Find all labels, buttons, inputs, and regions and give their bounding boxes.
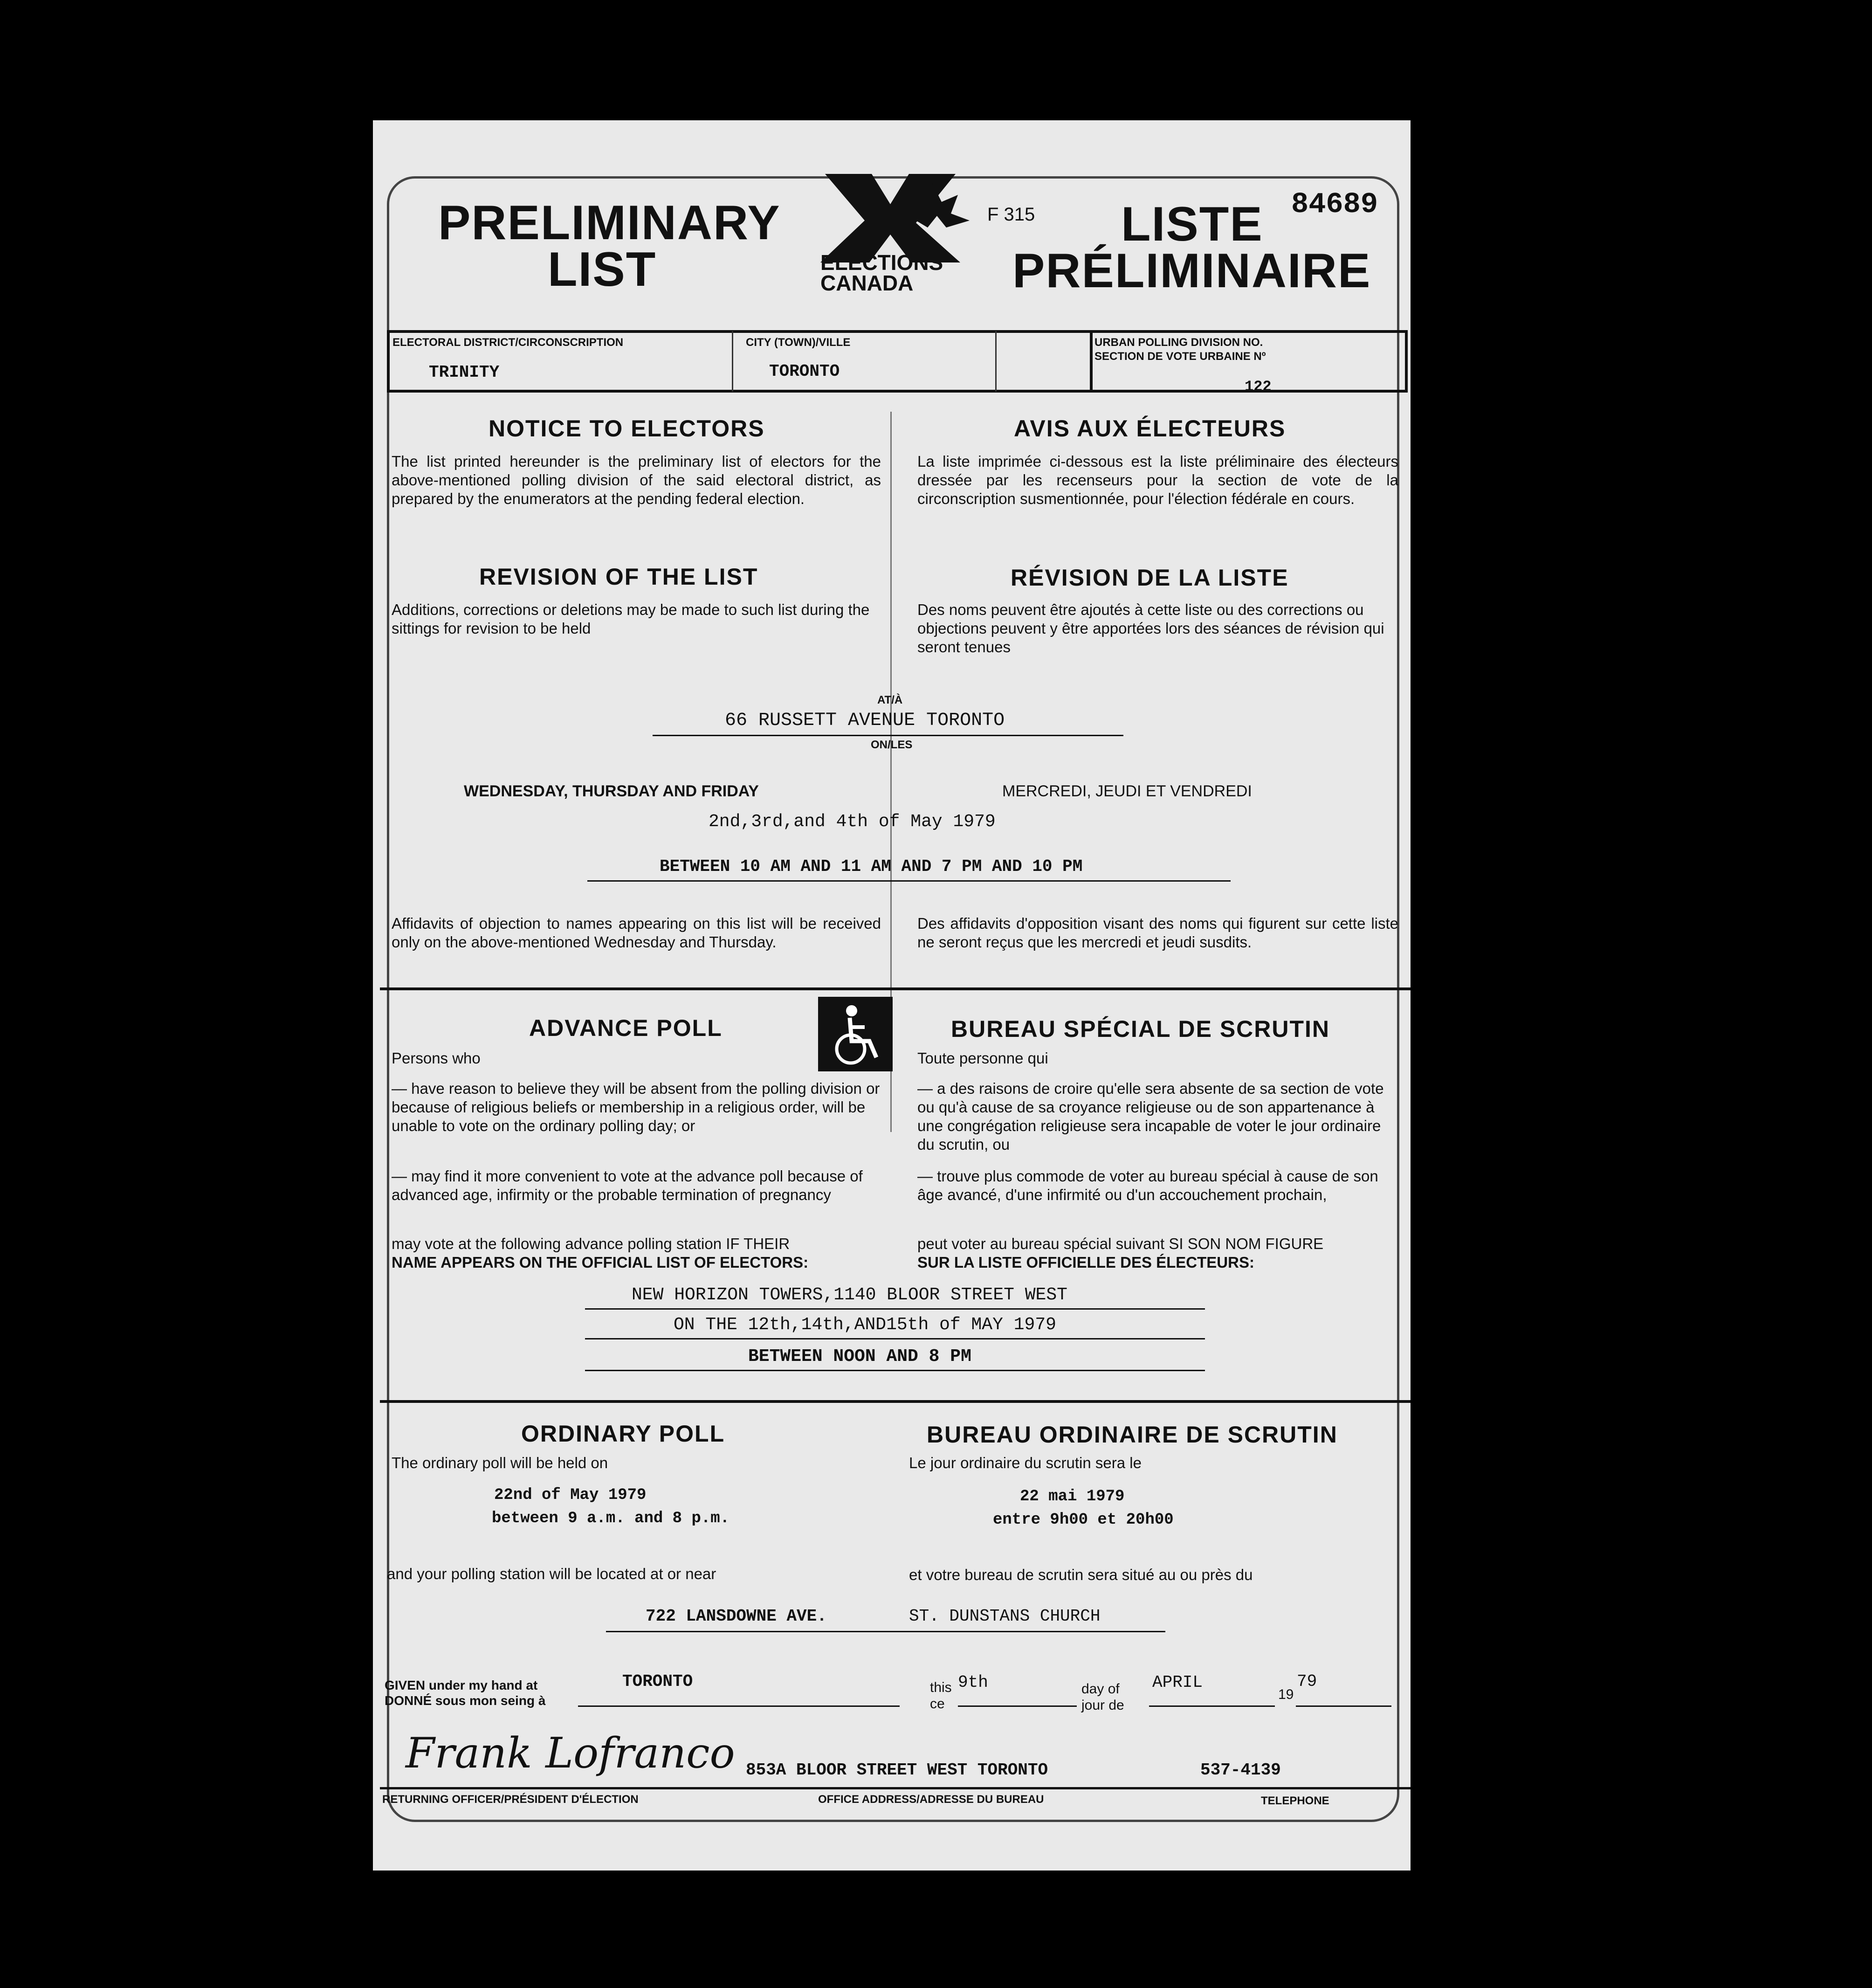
- title-fr-line1: LISTE: [1121, 197, 1263, 251]
- ordinary-located-fr: et votre bureau de scrutin sera situé au ou près du: [909, 1566, 1253, 1583]
- district-label: ELECTORAL DISTRICT/CIRCONSCRIPTION: [392, 336, 624, 349]
- given-place-line: [578, 1705, 900, 1707]
- may-vote-en-line1: may vote at the following advance polling station IF THEIR: [392, 1235, 790, 1252]
- given-day: 9th: [958, 1673, 988, 1692]
- given-month: APRIL: [1152, 1673, 1203, 1692]
- days-en: WEDNESDAY, THURSDAY AND FRIDAY: [464, 782, 759, 800]
- office-address-label: OFFICE ADDRESS/ADRESSE DU BUREAU: [818, 1793, 1044, 1806]
- advance-dates-line: [585, 1338, 1205, 1339]
- advance-bullet1-en: — have reason to believe they will be absent from the polling division or because of religious beliefs or membership in a religious order, will be unable to vote on the ordinary polling day; or: [392, 1080, 880, 1134]
- ordinary-date-fr: 22 mai 1979: [1020, 1488, 1125, 1505]
- given-label-fr: DONNÉ sous mon seing à: [385, 1693, 546, 1708]
- notice-heading-en: NOTICE TO ELECTORS: [489, 415, 765, 442]
- advance-bullet2-fr: — trouve plus commode de voter au bureau spécial à cause de son âge avancé, d'une infirmité ou d'un accouchement prochain,: [917, 1167, 1378, 1203]
- ordinary-heading-en: ORDINARY POLL: [521, 1421, 725, 1447]
- ordinary-hours-en: between 9 a.m. and 8 p.m.: [492, 1510, 730, 1527]
- document-sheet: [373, 120, 1411, 1871]
- advance-heading-en: ADVANCE POLL: [529, 1015, 723, 1041]
- advance-dates: ON THE 12th,14th,AND15th of MAY 1979: [674, 1315, 1056, 1335]
- signature-line: [380, 1787, 1411, 1789]
- logo-text-line2: CANADA: [820, 271, 914, 295]
- logo-text-line1: ELECTIONS: [820, 250, 943, 275]
- ordinary-hours-fr: entre 9h00 et 20h00: [993, 1511, 1174, 1529]
- given-label-en: GIVEN under my hand at: [385, 1678, 538, 1692]
- revision-text-en: Additions, corrections or deletions may be made to such list during the sittings for revision to be held: [392, 601, 870, 637]
- given-place: TORONTO: [622, 1672, 693, 1691]
- ordinary-held-en: The ordinary poll will be held on: [392, 1454, 608, 1471]
- returning-officer-signature: Frank Lofranco: [406, 1729, 735, 1778]
- city-label: CITY (TOWN)/VILLE: [746, 336, 851, 349]
- section-divider-advance: [380, 987, 1411, 990]
- polling-station-name: ST. DUNSTANS CHURCH: [909, 1607, 1101, 1626]
- title-en-line2: LIST: [548, 242, 657, 297]
- revision-location: 66 RUSSETT AVENUE TORONTO: [725, 710, 1005, 731]
- ordinary-held-fr: Le jour ordinaire du scrutin sera le: [909, 1454, 1142, 1471]
- advance-heading-fr: BUREAU SPÉCIAL DE SCRUTIN: [951, 1016, 1330, 1042]
- this-label-fr: ce: [930, 1696, 945, 1712]
- polling-station-line: [606, 1631, 1165, 1632]
- on-label: ON/LES: [871, 739, 913, 751]
- revision-hours: BETWEEN 10 AM AND 11 AM AND 7 PM AND 10 PM: [660, 857, 1083, 876]
- given-month-line: [1149, 1705, 1275, 1707]
- officer-label: RETURNING OFFICER/PRÉSIDENT D'ÉLECTION: [382, 1793, 639, 1806]
- district-value: TRINITY: [429, 363, 500, 382]
- given-day-line: [958, 1705, 1077, 1707]
- division-label-line1: URBAN POLLING DIVISION NO.: [1094, 336, 1263, 349]
- notice-heading-fr: AVIS AUX ÉLECTEURS: [1014, 415, 1286, 442]
- advance-hours-line: [585, 1370, 1205, 1371]
- notice-text-fr: La liste imprimée ci-dessous est la liste préliminaire des électeurs dressée par les recenseurs pour la section de vote de la circonscription susmentionnée, pour l'élection fédérale en cours.: [917, 453, 1398, 507]
- division-label-line2: SECTION DE VOTE URBAINE Nº: [1094, 350, 1266, 363]
- division-value: 122: [1245, 378, 1272, 395]
- title-en-line1: PRELIMINARY: [438, 196, 781, 250]
- affidavit-fr: Des affidavits d'opposition visant des noms qui figurent sur cette liste ne seront reçus que les mercredi et jeudi susdits.: [917, 915, 1398, 951]
- polling-station-address: 722 LANSDOWNE AVE.: [646, 1607, 827, 1626]
- city-value: TORONTO: [769, 362, 840, 381]
- revision-heading-fr: RÉVISION DE LA LISTE: [1011, 565, 1289, 591]
- ordinary-date-en: 22nd of May 1979: [494, 1486, 647, 1504]
- ordinary-located-en: and your polling station will be located at or near: [387, 1565, 716, 1582]
- at-label: AT/À: [877, 694, 903, 706]
- day-of-label-en: day of: [1081, 1681, 1120, 1697]
- may-vote-fr-line2: SUR LA LISTE OFFICIELLE DES ÉLECTEURS:: [917, 1254, 1254, 1271]
- serial-number: 84689: [1291, 188, 1378, 221]
- district-divider-3: [1090, 331, 1093, 392]
- affidavit-en: Affidavits of objection to names appearing on this list will be received only on the above-mentioned Wednesday and Thursday.: [392, 915, 881, 951]
- revision-hours-line: [587, 880, 1231, 882]
- advance-location: NEW HORIZON TOWERS,1140 BLOOR STREET WEST: [632, 1285, 1067, 1305]
- advance-location-line: [585, 1308, 1205, 1310]
- office-address: 853A BLOOR STREET WEST TORONTO: [746, 1760, 1048, 1780]
- revision-location-line: [653, 735, 1123, 736]
- revision-heading-en: REVISION OF THE LIST: [479, 564, 758, 590]
- advance-bullet1-fr: — a des raisons de croire qu'elle sera absente de sa section de vote ou qu'à cause de sa croyance religieuse ou de son appartenance à une congrégation religieuse sera incapable de voter le jour ordinaire du scrutin, ou: [917, 1080, 1384, 1153]
- days-fr: MERCREDI, JEUDI ET VENDREDI: [1002, 782, 1252, 800]
- form-number: F 315: [987, 204, 1035, 225]
- advance-hours: BETWEEN NOON AND 8 PM: [748, 1346, 971, 1367]
- year-prefix: 19: [1278, 1687, 1294, 1702]
- revision-text-fr: Des noms peuvent être ajoutés à cette liste ou des corrections ou objections peuvent y être apportées lors des séances de révision qui seront tenues: [917, 601, 1384, 656]
- district-divider-2: [995, 331, 997, 392]
- ordinary-heading-fr: BUREAU ORDINAIRE DE SCRUTIN: [927, 1422, 1338, 1448]
- district-divider-1: [732, 331, 733, 392]
- notice-text-en: The list printed hereunder is the preliminary list of electors for the above-mentioned polling division of the said electoral district, as prepared by the enumerators at the pending federal election.: [392, 453, 881, 507]
- day-of-label-fr: jour de: [1081, 1698, 1124, 1713]
- year-suffix: 79: [1297, 1672, 1317, 1691]
- revision-dates: 2nd,3rd,and 4th of May 1979: [709, 812, 996, 832]
- this-label-en: this: [930, 1680, 952, 1695]
- advance-bullet2-en: — may find it more convenient to vote at the advance poll because of advanced age, infirmity or the probable termination of pregnancy: [392, 1167, 863, 1203]
- may-vote-en-line2: NAME APPEARS ON THE OFFICIAL LIST OF ELECTORS:: [392, 1254, 809, 1271]
- may-vote-fr-line1: peut voter au bureau spécial suivant SI SON NOM FIGURE: [917, 1235, 1324, 1252]
- section-divider-ordinary: [380, 1400, 1411, 1403]
- advance-intro-fr: Toute personne qui: [917, 1049, 1048, 1067]
- telephone-label: TELEPHONE: [1261, 1795, 1329, 1807]
- wheelchair-icon: [818, 997, 893, 1071]
- year-line: [1296, 1705, 1391, 1707]
- telephone-number: 537-4139: [1200, 1760, 1281, 1780]
- title-fr-line2: PRÉLIMINAIRE: [1012, 244, 1371, 298]
- advance-intro-en: Persons who: [392, 1049, 481, 1067]
